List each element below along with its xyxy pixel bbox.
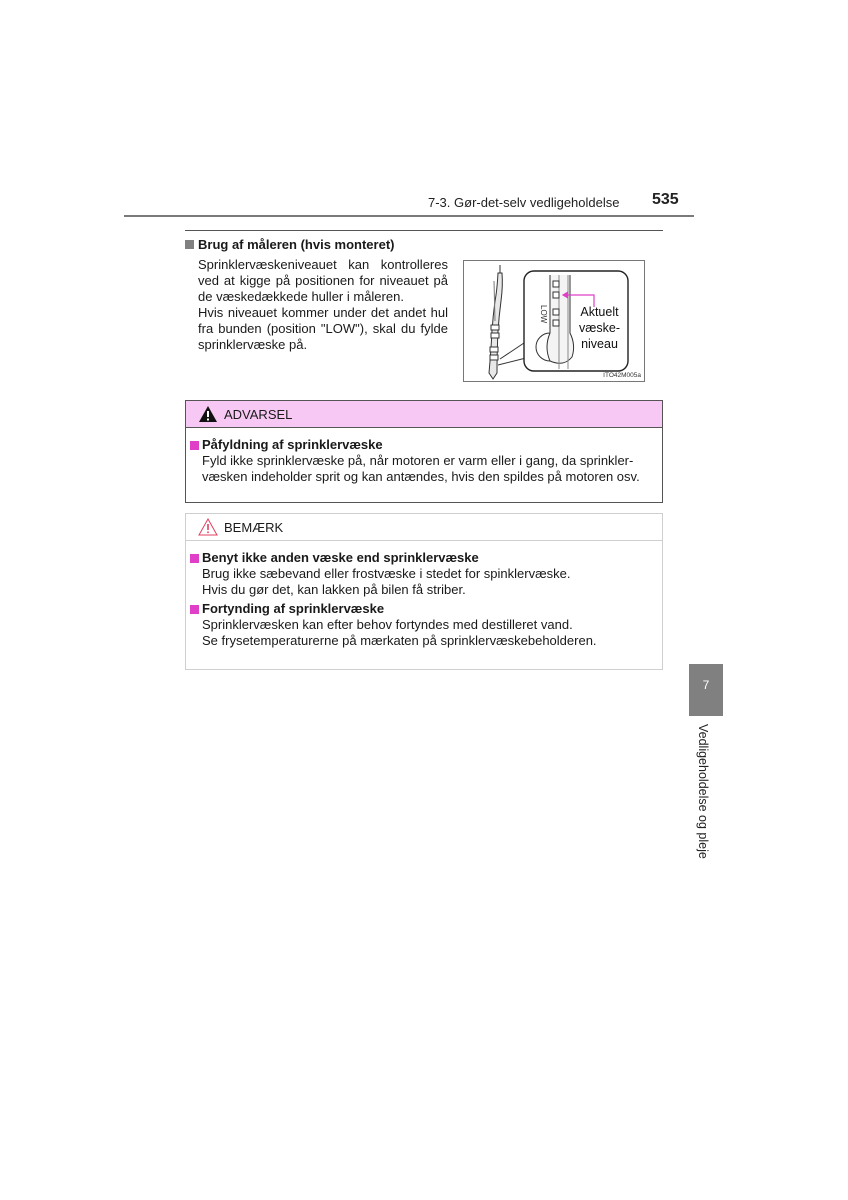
notice-item-title-text: Benyt ikke anden væske end sprinklervæske bbox=[202, 550, 479, 565]
chapter-tab: 7 bbox=[689, 664, 723, 716]
low-marking: LOW bbox=[539, 305, 548, 324]
header-divider bbox=[124, 215, 694, 217]
section-heading bbox=[185, 237, 395, 252]
warning-heading: ADVARSEL bbox=[224, 406, 293, 422]
current-level-label bbox=[579, 304, 620, 352]
notice-item-title bbox=[190, 550, 662, 566]
warning-item-title bbox=[190, 437, 662, 453]
warning-item-text: Fyld ikke sprinklervæske på, når motoren er varm eller i gang, da sprinkler-væsken indeholder sprit og kan antændes, hvis den spildes på motoren osv. bbox=[202, 453, 640, 484]
notice-box bbox=[185, 513, 663, 670]
gauge-illustration bbox=[463, 260, 645, 382]
notice-header bbox=[186, 514, 662, 541]
section-divider bbox=[185, 230, 663, 231]
warning-header bbox=[186, 401, 662, 428]
section-paragraph-2: Hvis niveauet kommer under det andet hul fra bunden (position "LOW"), skal du fylde sprinklervæske på. bbox=[198, 305, 448, 352]
notice-item-title-text: Fortynding af sprinklervæske bbox=[202, 601, 385, 616]
notice-item-text bbox=[190, 617, 662, 649]
square-bullet-icon bbox=[190, 441, 199, 450]
label-line-2: væske- bbox=[579, 321, 620, 335]
notice-item-title bbox=[190, 601, 662, 617]
section-body bbox=[198, 257, 448, 353]
notice-body bbox=[186, 541, 662, 649]
notice-item-line: Sprinklervæsken kan efter behov fortyndes med destilleret vand. bbox=[202, 617, 573, 632]
notice-item-line: Brug ikke sæbevand eller frostvæske i stedet for spinklervæske. bbox=[202, 566, 571, 581]
label-line-1: Aktuelt bbox=[580, 305, 619, 319]
page-number: 535 bbox=[652, 191, 679, 208]
section-paragraph-1: Sprinklervæskeniveauet kan kontrolleres ved at kigge på positionen for niveauet på de væskedækkede huller i måleren. bbox=[198, 257, 448, 304]
label-line-3: niveau bbox=[581, 337, 618, 351]
chapter-title: Vedligeholdelse og pleje bbox=[696, 724, 710, 859]
warning-box bbox=[185, 400, 663, 503]
notice-heading: BEMÆRK bbox=[224, 519, 284, 535]
square-bullet-icon bbox=[185, 240, 194, 249]
section-title: Brug af måleren (hvis monteret) bbox=[198, 237, 395, 252]
running-header-section: 7-3. Gør-det-selv vedligeholdelse bbox=[428, 195, 620, 210]
figure-code: ITO42M005a bbox=[603, 372, 641, 379]
notice-item-text bbox=[190, 566, 662, 598]
caution-triangle-icon bbox=[198, 518, 218, 536]
warning-item-title-text: Påfyldning af sprinklervæske bbox=[202, 437, 383, 452]
square-bullet-icon bbox=[190, 554, 199, 563]
warning-triangle-icon bbox=[198, 405, 218, 423]
square-bullet-icon bbox=[190, 605, 199, 614]
notice-item-line: Hvis du gør det, kan lakken på bilen få striber. bbox=[202, 582, 466, 597]
notice-item-line: Se frysetemperaturerne på mærkaten på sprinklervæskebeholderen. bbox=[202, 633, 597, 648]
warning-body bbox=[186, 428, 662, 485]
